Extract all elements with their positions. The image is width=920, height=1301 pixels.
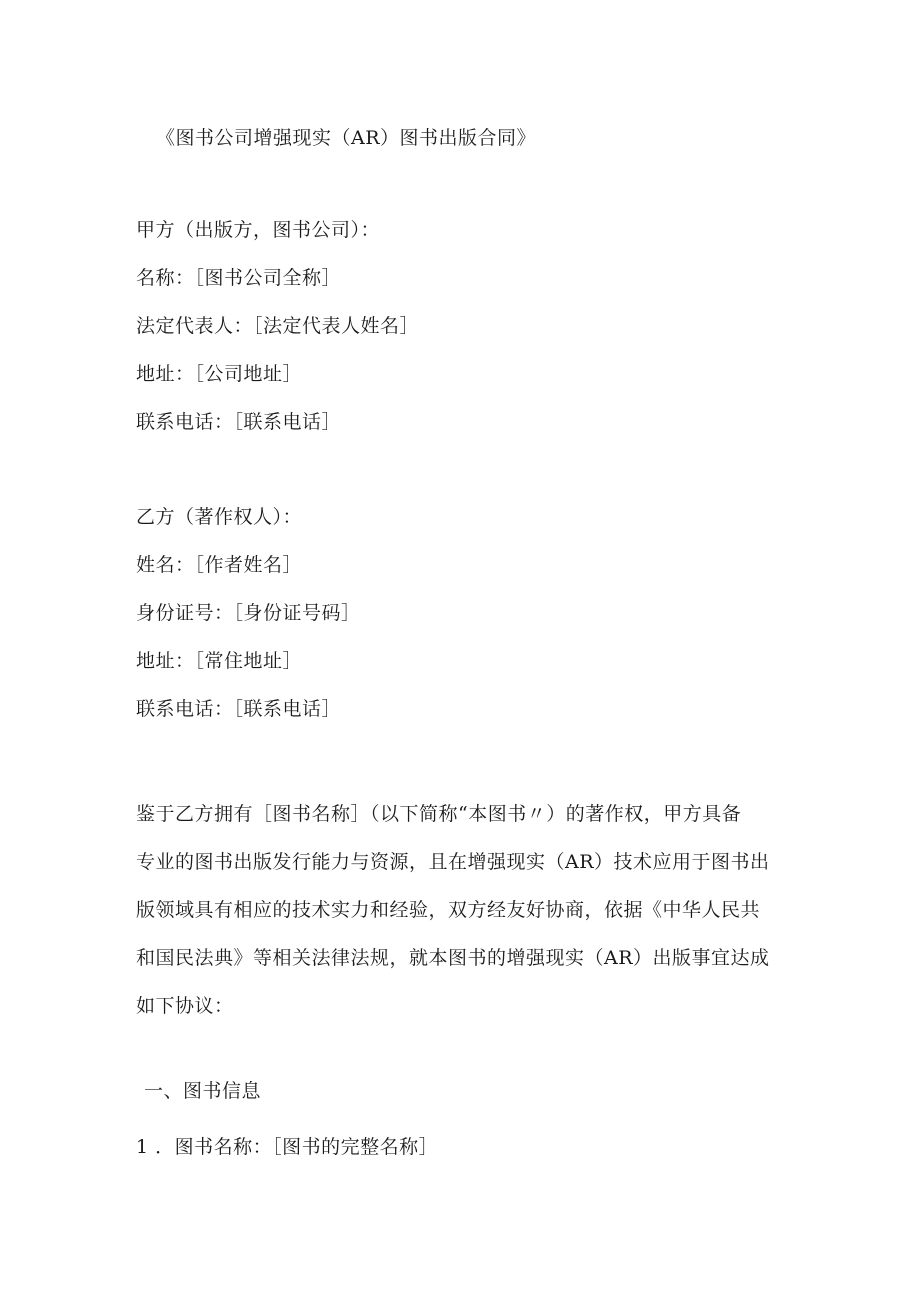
preamble-line: 鉴于乙方拥有［图书名称］（以下简称“本图书〃）的著作权，甲方具备 bbox=[136, 803, 742, 825]
section-1-heading: 一、图书信息 bbox=[144, 1080, 262, 1102]
party-b-id-number: 身份证号：［身份证号码］ bbox=[136, 602, 361, 624]
party-a-legal-rep: 法定代表人：［法定代表人姓名］ bbox=[136, 315, 420, 337]
party-b-address: 地址：［常住地址］ bbox=[136, 650, 303, 672]
party-b-name: 姓名：［作者姓名］ bbox=[136, 554, 303, 576]
preamble-line: 和国民法典》等相关法律法规，就本图书的增强现实（AR）出版事宜达成 bbox=[136, 947, 770, 969]
party-a-address: 地址：［公司地址］ bbox=[136, 363, 303, 385]
preamble-line: 专业的图书出版发行能力与资源，且在增强现实（AR）技术应用于图书出 bbox=[136, 851, 770, 873]
party-a-name: 名称：［图书公司全称］ bbox=[136, 267, 342, 289]
party-a-phone: 联系电话：［联系电话］ bbox=[136, 411, 342, 433]
preamble-line: 如下协议： bbox=[136, 995, 234, 1017]
preamble-paragraph bbox=[136, 790, 791, 1030]
party-a-heading: 甲方（出版方，图书公司）： bbox=[136, 219, 381, 241]
party-b-heading: 乙方（著作权人）： bbox=[136, 506, 303, 528]
preamble-line: 版领域具有相应的技术实力和经验，双方经友好协商，依据《中华人民共 bbox=[136, 899, 761, 921]
contract-title: 《图书公司增强现实（AR）图书出版合同》 bbox=[156, 127, 537, 149]
section-1-item-1: 1 ．图书名称：［图书的完整名称］ bbox=[136, 1136, 439, 1158]
party-b-phone: 联系电话：［联系电话］ bbox=[136, 698, 342, 720]
